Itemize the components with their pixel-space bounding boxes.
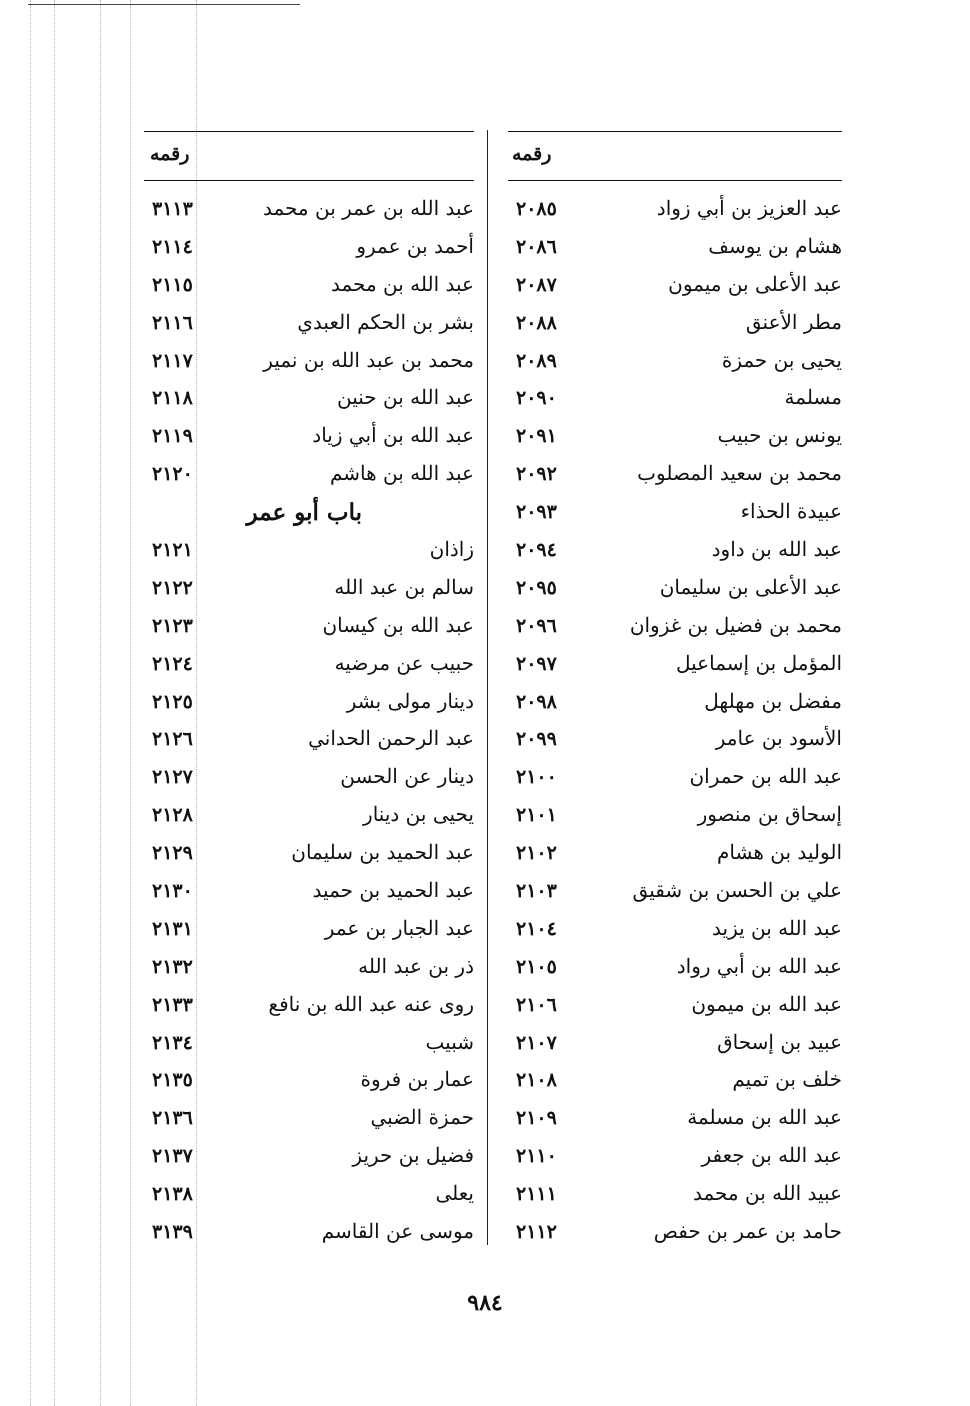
entry-number: ٢١٠٨ <box>516 1069 557 1092</box>
narrator-name: محمد بن عبد الله بن نمير <box>263 347 474 372</box>
entry-number: ٢٠٩١ <box>516 425 557 448</box>
narrator-name: فضيل بن حريز <box>352 1143 474 1168</box>
narrator-name: محمد بن فضيل بن غزوان <box>629 612 842 637</box>
list-item <box>508 497 842 535</box>
narrator-name: عبد الله بن أبي زياد <box>312 423 474 448</box>
narrator-name: بشر بن الحكم العبدي <box>297 309 474 334</box>
narrator-name: عبيد بن إسحاق <box>717 1029 842 1054</box>
list-item <box>144 724 474 762</box>
list-item <box>508 383 842 421</box>
list-item <box>144 1141 474 1179</box>
narrator-name: عبد العزيز بن أبي زواد <box>656 196 842 220</box>
narrator-name: عبد الله بن يزيد <box>712 915 842 940</box>
list-item <box>144 346 474 384</box>
list-item <box>508 952 842 990</box>
narrator-name: عبد الله بن حنين <box>337 385 474 410</box>
list-item <box>144 194 474 232</box>
entry-number: ٢٠٩٢ <box>516 463 557 486</box>
scan-dotted-line <box>100 0 101 1406</box>
entry-number: ٢٠٨٨ <box>516 311 557 334</box>
narrator-name: موسى عن القاسم <box>321 1219 474 1244</box>
list-item <box>144 573 474 611</box>
list-item <box>144 990 474 1028</box>
scan-dotted-line <box>130 0 131 1406</box>
list-item <box>144 1179 474 1217</box>
entry-number: ٢٠٩٦ <box>516 614 557 637</box>
list-item <box>144 914 474 952</box>
narrator-name: عبد الأعلى بن سليمان <box>659 574 842 599</box>
narrator-name: عبد الله بن عمر بن محمد <box>262 196 474 220</box>
entry-number: ٣١١٣ <box>152 198 193 220</box>
narrator-name: عبد الله بن ميمون <box>691 991 842 1016</box>
entry-number: ٢١٠٢ <box>516 842 557 865</box>
header-top-rule <box>508 131 842 132</box>
narrator-name: أحمد بن عمرو <box>356 233 474 258</box>
list-item <box>508 421 842 459</box>
narrator-name: باب أبو عمر <box>246 499 362 527</box>
narrator-name: عبد الحميد بن سليمان <box>291 840 474 865</box>
narrator-name: ذر بن عبد الله <box>358 953 474 978</box>
entry-list <box>508 194 842 1255</box>
entry-list <box>144 194 474 1255</box>
list-item <box>508 687 842 725</box>
entry-number: ٢١٠٤ <box>516 917 557 940</box>
narrator-name: عبد الأعلى بن ميمون <box>668 271 842 296</box>
narrator-name: عبد الحميد بن حميد <box>312 878 474 903</box>
narrator-name: مطر الأعنق <box>745 309 842 334</box>
narrator-name: عبيدة الحذاء <box>740 499 842 524</box>
column-divider <box>487 130 488 1245</box>
narrator-name: عبد الله بن جعفر <box>701 1143 842 1168</box>
list-item <box>508 1065 842 1103</box>
narrator-name: محمد بن سعيد المصلوب <box>637 461 842 486</box>
narrator-name: الأسود بن عامر <box>715 726 842 751</box>
list-item <box>144 649 474 687</box>
list-item <box>144 838 474 876</box>
list-item <box>144 1065 474 1103</box>
narrator-name: يونس بن حبيب <box>717 423 842 448</box>
narrator-name: زاذان <box>429 537 474 562</box>
entry-number: ٢١٣٦ <box>152 1107 193 1130</box>
entry-number: ٢١٣٧ <box>152 1145 193 1168</box>
entry-number: ٢٠٨٧ <box>516 273 557 296</box>
list-item <box>144 232 474 270</box>
narrator-name: روى عنه عبد الله بن نافع <box>268 991 474 1016</box>
scan-dotted-line <box>30 0 31 1406</box>
list-item <box>508 611 842 649</box>
narrator-name: عبد الله بن هاشم <box>329 461 474 486</box>
list-item <box>508 762 842 800</box>
entry-number: ٢١٢٢ <box>152 576 193 599</box>
list-item <box>508 800 842 838</box>
list-item <box>508 914 842 952</box>
entry-number: ٢١١٢ <box>516 1221 557 1244</box>
list-item <box>508 838 842 876</box>
header-top-rule <box>144 131 474 132</box>
entry-number: ٢١٣١ <box>152 917 193 940</box>
narrator-name: يحيى بن دينار <box>363 802 474 827</box>
list-item <box>144 383 474 421</box>
list-item <box>508 1103 842 1141</box>
entry-number: ٢٠٩٩ <box>516 728 557 751</box>
entry-number: ٢١٢٣ <box>152 614 193 637</box>
entry-number: ٢٠٨٩ <box>516 349 557 372</box>
entry-number: ٢١٢٧ <box>152 766 193 789</box>
list-item <box>508 194 842 232</box>
list-item <box>508 308 842 346</box>
entry-number: ٢١١٤ <box>152 235 193 258</box>
list-item <box>144 952 474 990</box>
list-item <box>508 649 842 687</box>
list-item <box>508 724 842 762</box>
entry-number: ٢١٢٠ <box>152 463 193 486</box>
entry-number: ٢٠٩٤ <box>516 539 557 562</box>
entry-number: ٢١٠٩ <box>516 1107 557 1130</box>
entry-number: ٢٠٩٠ <box>516 387 557 410</box>
entry-number: ٢٠٩٣ <box>516 501 557 524</box>
list-item <box>144 687 474 725</box>
list-item <box>144 611 474 649</box>
list-item <box>508 270 842 308</box>
list-item <box>508 1217 842 1255</box>
narrator-name: يعلى <box>435 1181 474 1206</box>
list-item <box>144 1217 474 1255</box>
narrator-name: دينار مولى بشر <box>346 688 474 713</box>
narrator-name: المؤمل بن إسماعيل <box>676 650 842 675</box>
list-item <box>144 1103 474 1141</box>
narrator-name: يحيى بن حمزة <box>721 347 842 372</box>
entry-number: ٢١٣٢ <box>152 955 193 978</box>
narrator-name: حامد بن عمر بن حفص <box>653 1219 842 1244</box>
narrator-name: شبيب <box>425 1029 474 1054</box>
entry-number: ٢٠٩٥ <box>516 576 557 599</box>
narrator-name: الوليد بن هشام <box>717 840 842 865</box>
narrator-name: عبد الله بن داود <box>711 537 842 562</box>
entry-number: ٢١٠٥ <box>516 955 557 978</box>
list-item <box>144 308 474 346</box>
entry-number: ٢٠٩٧ <box>516 652 557 675</box>
list-item <box>508 346 842 384</box>
entry-number: ٢١٢٤ <box>152 652 193 675</box>
narrator-name: عبد الرحمن الحداني <box>308 726 474 751</box>
page-number: ٩٨٤ <box>467 1290 503 1316</box>
entry-number: ٢٠٨٥ <box>516 198 557 220</box>
header-bottom-rule <box>144 180 474 181</box>
narrator-name: عبد الجبار بن عمر <box>324 915 474 940</box>
entry-number: ٢١١٠ <box>516 1145 557 1168</box>
narrator-name: حمزة الضبي <box>370 1105 474 1130</box>
entry-number: ٢٠٨٦ <box>516 235 557 258</box>
narrator-name: مفضل بن مهلهل <box>704 688 842 713</box>
entry-number: ٣١٣٩ <box>152 1221 193 1244</box>
column-header-number: رقمه <box>512 143 552 165</box>
narrator-name: عبد الله بن أبي رواد <box>676 953 842 978</box>
list-item <box>144 762 474 800</box>
entry-number: ٢١٢٨ <box>152 804 193 827</box>
entry-number: ٢١١٧ <box>152 349 193 372</box>
entry-number: ٢١١٦ <box>152 311 193 334</box>
entry-number: ٢١٠٧ <box>516 1031 557 1054</box>
narrator-name: عبد الله بن كيسان <box>322 612 474 637</box>
entry-number: ٢١٣٣ <box>152 993 193 1016</box>
list-item <box>144 535 474 573</box>
narrator-name: سالم بن عبد الله <box>334 574 474 599</box>
list-item <box>144 421 474 459</box>
entry-number: ٢٠٩٨ <box>516 690 557 713</box>
entry-number: ٢١٠٦ <box>516 993 557 1016</box>
entry-number: ٢١٣٠ <box>152 880 193 903</box>
list-item <box>508 573 842 611</box>
entry-number: ٢١٢٥ <box>152 690 193 713</box>
entry-number: ٢١٠٠ <box>516 766 557 789</box>
list-item <box>508 535 842 573</box>
list-item <box>144 270 474 308</box>
scan-dotted-line <box>54 0 55 1406</box>
entry-number: ٢١١٥ <box>152 273 193 296</box>
entry-number: ٢١٢١ <box>152 539 193 562</box>
entry-number: ٢١١٩ <box>152 425 193 448</box>
list-item <box>144 459 474 497</box>
narrator-name: عبد الله بن محمد <box>330 271 474 296</box>
section-heading <box>144 497 474 535</box>
entry-number: ٢١٣٨ <box>152 1183 193 1206</box>
narrator-name: عمار بن فروة <box>360 1067 474 1092</box>
narrator-name: مسلمة <box>784 385 842 410</box>
narrator-name: عبيد الله بن محمد <box>692 1181 842 1206</box>
narrator-name: دينار عن الحسن <box>340 764 474 789</box>
entry-number: ٢١١١ <box>516 1183 557 1206</box>
narrator-name: حبيب عن مرضيه <box>334 650 474 675</box>
list-item <box>508 459 842 497</box>
list-item <box>144 1028 474 1066</box>
entry-number: ٢١٠١ <box>516 804 557 827</box>
entry-number: ٢١٣٥ <box>152 1069 193 1092</box>
entry-number: ٢١١٨ <box>152 387 193 410</box>
list-item <box>508 1179 842 1217</box>
list-item <box>508 876 842 914</box>
scan-edge-line <box>28 4 300 5</box>
list-item <box>508 990 842 1028</box>
entry-number: ٢١٠٣ <box>516 880 557 903</box>
narrator-name: عبد الله بن مسلمة <box>687 1105 842 1130</box>
list-item <box>508 232 842 270</box>
list-item <box>144 800 474 838</box>
entry-number: ٢١٢٩ <box>152 842 193 865</box>
entry-number: ٢١٢٦ <box>152 728 193 751</box>
narrator-name: خلف بن تميم <box>732 1067 842 1092</box>
narrator-name: عبد الله بن حمران <box>689 764 842 789</box>
column-header-number: رقمه <box>150 143 190 165</box>
narrator-name: إسحاق بن منصور <box>697 802 842 827</box>
list-item <box>508 1028 842 1066</box>
list-item <box>144 876 474 914</box>
header-bottom-rule <box>508 180 842 181</box>
narrator-name: هشام بن يوسف <box>708 233 842 258</box>
narrator-name: علي بن الحسن بن شقيق <box>632 878 842 903</box>
list-item <box>508 1141 842 1179</box>
entry-number: ٢١٣٤ <box>152 1031 193 1054</box>
